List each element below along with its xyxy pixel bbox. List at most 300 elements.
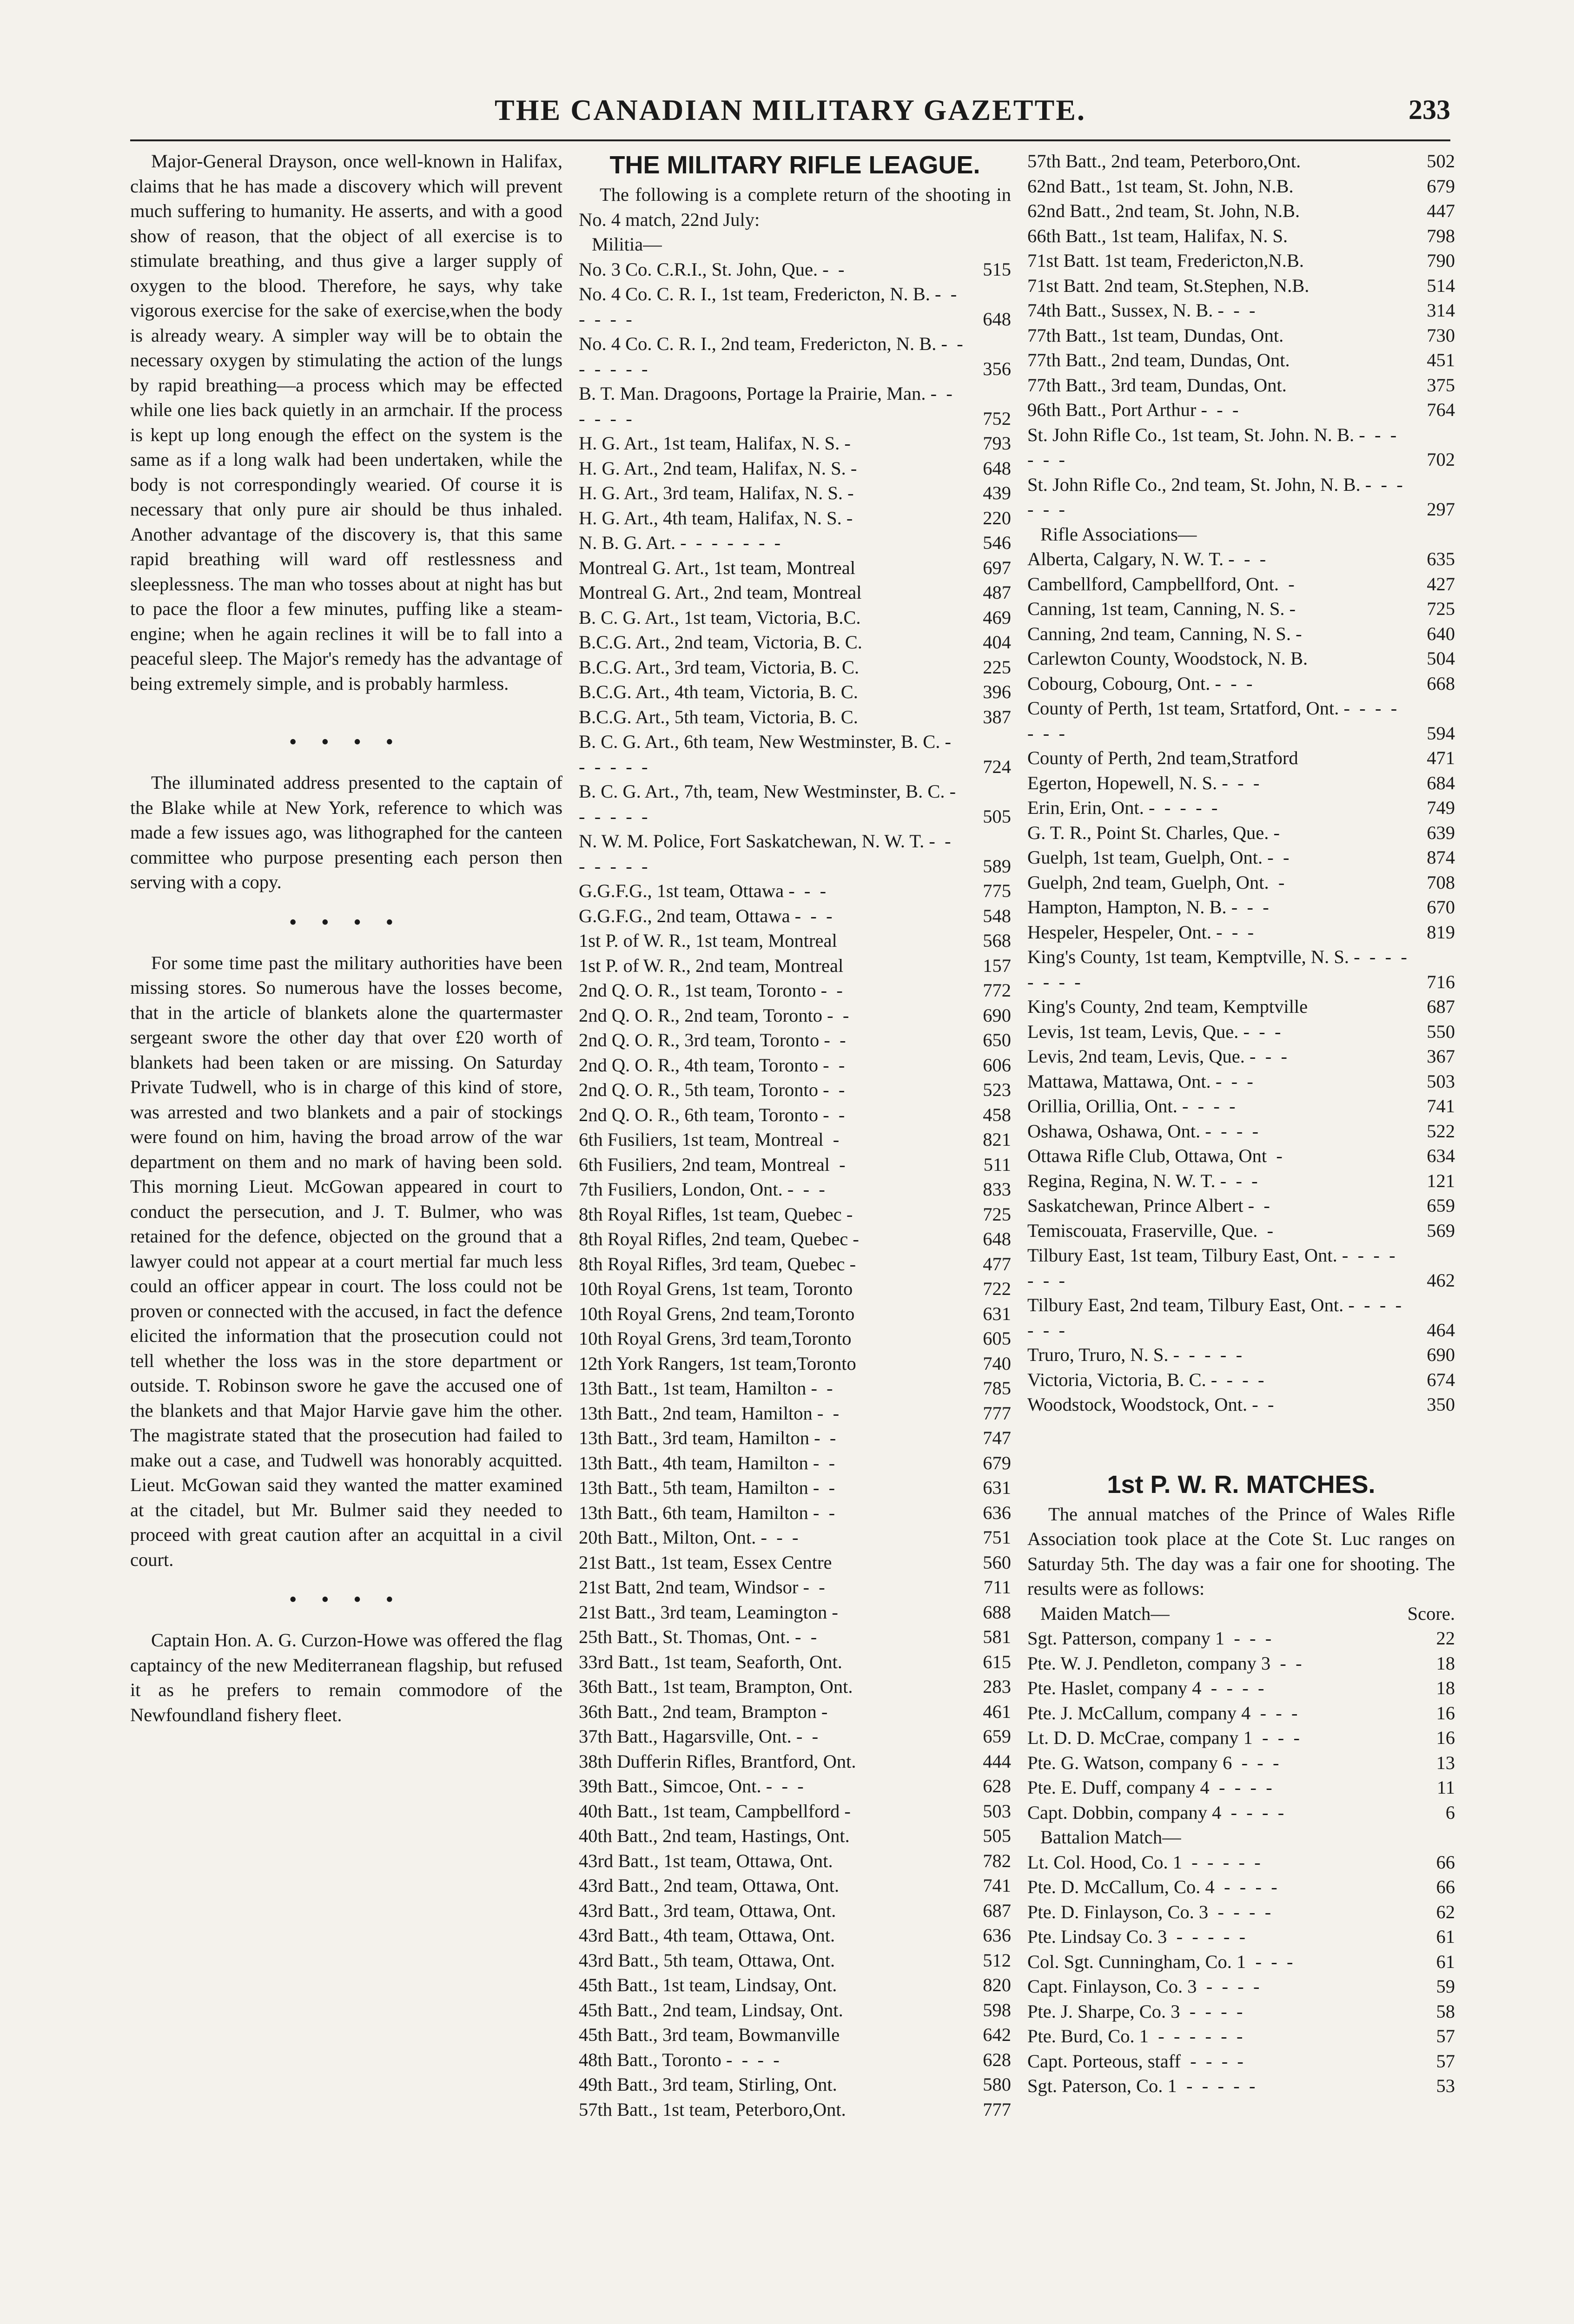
entry-score: 505 [983, 1825, 1011, 1846]
entry-score: 690 [1427, 1344, 1455, 1365]
entry-score: 708 [1427, 872, 1455, 893]
entry-score: 350 [1427, 1394, 1455, 1415]
entry-name: Capt. Dobbin, company 4 - - - - [1027, 1802, 1284, 1823]
entry-score: 504 [1427, 648, 1455, 669]
section-separator: • • • • [289, 1589, 403, 1611]
association-score-row [1027, 1367, 1455, 1393]
league-score-row [579, 1053, 1011, 1078]
association-score-row [1027, 771, 1455, 796]
league-score-row [579, 1898, 1011, 1923]
league-score-row [1027, 323, 1455, 348]
entry-score: 59 [1436, 1976, 1455, 1997]
entry-score: 702 [1427, 449, 1455, 470]
header-rule [130, 139, 1450, 141]
league-score-row [1027, 348, 1455, 373]
battalion-score-row [1027, 1850, 1455, 1875]
league-score-row [579, 1650, 1011, 1675]
entry-name: 77th Batt., 3rd team, Dundas, Ont. [1027, 374, 1287, 396]
entry-name: Mattawa, Mattawa, Ont. - - - [1027, 1070, 1253, 1092]
entry-name: B. C. G. Art., 6th team, New Westminster, B. C. - - - - - - [579, 731, 961, 777]
rifle-league-title: THE MILITARY RIFLE LEAGUE. [609, 151, 980, 179]
association-score-row [1027, 1218, 1455, 1243]
entry-score: 821 [983, 1129, 1011, 1150]
entry-score: 697 [983, 557, 1011, 578]
entry-score: 777 [983, 2099, 1011, 2120]
league-score-row [579, 331, 1011, 381]
league-score-row [579, 2047, 1011, 2073]
association-score-row [1027, 1392, 1455, 1417]
entry-name: 43rd Batt., 1st team, Ottawa, Ont. [579, 1850, 833, 1871]
league-score-row [579, 1252, 1011, 1277]
entry-score: 679 [983, 1452, 1011, 1473]
entry-name: 62nd Batt., 2nd team, St. John, N.B. [1027, 200, 1300, 221]
entry-score: 487 [983, 582, 1011, 603]
league-score-row [579, 1003, 1011, 1028]
entry-name: 74th Batt., Sussex, N. B. - - - [1027, 300, 1256, 321]
league-score-row [579, 1376, 1011, 1401]
entry-name: Erin, Erin, Ont. - - - - - [1027, 797, 1218, 818]
entry-name: Ottawa Rifle Club, Ottawa, Ont - [1027, 1145, 1283, 1166]
entry-name: Montreal G. Art., 1st team, Montreal [579, 557, 856, 578]
entry-name: Sgt. Patterson, company 1 - - - [1027, 1628, 1272, 1649]
entry-score: 580 [983, 2074, 1011, 2095]
rifle-league-intro: The following is a complete return of the shooting in No. 4 match, 22nd July: [579, 184, 1011, 230]
entry-score: 650 [983, 1030, 1011, 1050]
entry-name: Guelph, 1st team, Guelph, Ont. - - [1027, 847, 1290, 868]
entry-score: 648 [983, 1228, 1011, 1249]
entry-name: Regina, Regina, N. W. T. - - - [1027, 1170, 1258, 1191]
newspaper-title: THE CANADIAN MILITARY GAZETTE. [495, 93, 1086, 126]
league-score-row [1027, 198, 1455, 224]
entry-name: H. G. Art., 1st team, Halifax, N. S. - [579, 433, 851, 454]
entry-score: 589 [983, 855, 1011, 877]
league-score-row [579, 1973, 1011, 1998]
entry-name: 57th Batt., 1st team, Peterboro,Ont. [579, 2099, 846, 2120]
entry-name: Tilbury East, 2nd team, Tilbury East, Ont. - - - - - - - [1027, 1294, 1411, 1340]
curzon-howe-article: Captain Hon. A. G. Curzon-Howe was offered the flag captaincy of the new Mediterranean flagship, but refused it as he prefers to remain commodore of the Newfoundland fishery fleet. [130, 1630, 562, 1725]
blake-address-article: The illuminated address presented to the captain of the Blake while at New York, reference to which was made a few issues ago, was lithographed for the canteen committee who purpose presenting each person then serving with a copy. [130, 772, 562, 892]
entry-name: 13th Batt., 3rd team, Hamilton - - [579, 1427, 836, 1448]
entry-score: 793 [983, 433, 1011, 454]
league-score-row [579, 630, 1011, 655]
entry-name: 77th Batt., 1st team, Dundas, Ont. [1027, 324, 1284, 346]
page-number: 233 [1409, 94, 1450, 125]
league-score-row [579, 829, 1011, 878]
league-score-row [1027, 373, 1455, 398]
entry-score: 711 [983, 1577, 1011, 1598]
entry-name: Pte. W. J. Pendleton, company 3 - - [1027, 1652, 1302, 1674]
entry-score: 606 [983, 1054, 1011, 1076]
league-score-row [579, 729, 1011, 779]
entry-score: 568 [983, 930, 1011, 951]
entry-score: 461 [983, 1701, 1011, 1722]
association-score-row [1027, 944, 1455, 994]
entry-name: King's County, 1st team, Kemptville, N. S. - - - - - - - - [1027, 946, 1417, 992]
association-score-row [1027, 1293, 1455, 1342]
association-score-row [1027, 621, 1455, 647]
entry-score: 22 [1436, 1628, 1455, 1649]
entry-name: Lt. D. D. McCrae, company 1 - - - [1027, 1727, 1300, 1748]
entry-name: 2nd Q. O. R., 4th team, Toronto - - [579, 1054, 845, 1076]
league-score-row [579, 1774, 1011, 1799]
entry-name: Victoria, Victoria, B. C. - - - - [1027, 1369, 1264, 1390]
rifle-associations-list [1027, 547, 1455, 1417]
entry-name: 66th Batt., 1st team, Halifax, N. S. [1027, 225, 1288, 246]
entry-name: Hampton, Hampton, N. B. - - - [1027, 897, 1269, 918]
battalion-score-row [1027, 2073, 1455, 2099]
league-score-row [579, 530, 1011, 555]
left-column [130, 149, 562, 1727]
entry-score: 512 [983, 1949, 1011, 1971]
entry-score: 725 [1427, 598, 1455, 619]
battalion-score-row [1027, 1999, 1455, 2024]
entry-score: 687 [1427, 996, 1455, 1017]
league-score-row [579, 1426, 1011, 1451]
league-score-row [579, 680, 1011, 705]
entry-score: 546 [983, 532, 1011, 553]
entry-score: 833 [983, 1179, 1011, 1200]
entry-name: N. W. M. Police, Fort Saskatchewan, N. W. T. - - - - - - - [579, 831, 960, 877]
entry-score: 631 [983, 1303, 1011, 1324]
entry-score: 121 [1427, 1170, 1455, 1191]
rifle-associations-label: Rifle Associations— [1040, 523, 1197, 545]
entry-name: 71st Batt. 1st team, Fredericton,N.B. [1027, 250, 1304, 271]
rifle-league-column [579, 149, 1011, 2122]
entry-name: No. 4 Co. C. R. I., 1st team, Fredericton, N. B. - - - - - - [579, 284, 966, 330]
league-score-row [579, 1674, 1011, 1699]
entry-score: 594 [1427, 722, 1455, 744]
entry-score: 648 [983, 457, 1011, 479]
entry-score: 439 [983, 482, 1011, 503]
association-score-row [1027, 1193, 1455, 1218]
entry-score: 724 [983, 756, 1011, 777]
league-score-row [579, 904, 1011, 929]
entry-name: Pte. D. McCallum, Co. 4 - - - - [1027, 1876, 1277, 1897]
league-score-row [579, 555, 1011, 581]
league-score-row [579, 1624, 1011, 1650]
entry-name: 6th Fusiliers, 2nd team, Montreal - [579, 1154, 846, 1175]
league-score-row [579, 1127, 1011, 1152]
entry-score: 283 [983, 1676, 1011, 1697]
entry-name: 40th Batt., 2nd team, Hastings, Ont. [579, 1825, 850, 1846]
entry-name: Levis, 2nd team, Levis, Que. - - - [1027, 1046, 1287, 1067]
league-score-row [579, 282, 1011, 331]
entry-score: 569 [1427, 1220, 1455, 1241]
entry-score: 503 [983, 1800, 1011, 1822]
battalion-score-row [1027, 1900, 1455, 1925]
association-score-row [1027, 845, 1455, 870]
entry-score: 749 [1427, 797, 1455, 818]
entry-name: Montreal G. Art., 2nd team, Montreal [579, 582, 862, 603]
entry-name: 20th Batt., Milton, Ont. - - - [579, 1527, 799, 1548]
entry-name: H. G. Art., 3rd team, Halifax, N. S. - [579, 482, 854, 503]
entry-name: 38th Dufferin Rifles, Brantford, Ont. [579, 1750, 856, 1772]
maiden-score-row [1027, 1725, 1455, 1750]
entry-score: 548 [983, 905, 1011, 926]
entry-score: 511 [983, 1154, 1011, 1175]
entry-name: 37th Batt., Hagarsville, Ont. - - [579, 1726, 819, 1747]
entry-score: 747 [983, 1427, 1011, 1448]
maiden-match-list [1027, 1626, 1455, 1825]
entry-name: Pte. J. Sharpe, Co. 3 - - - - [1027, 2000, 1243, 2022]
league-score-row [579, 1600, 1011, 1625]
battalion-score-row [1027, 2049, 1455, 2074]
league-score-row [579, 1077, 1011, 1103]
entry-name: Tilbury East, 1st team, Tilbury East, Ont. - - - - - - - [1027, 1245, 1405, 1291]
battalion-score-row [1027, 1949, 1455, 1974]
battalion-score-row [1027, 1924, 1455, 1949]
league-score-row [1027, 298, 1455, 323]
entry-score: 668 [1427, 673, 1455, 694]
league-score-row [579, 1575, 1011, 1600]
entry-name: St. John Rifle Co., 1st team, St. John. N. B. - - - - - - [1027, 424, 1406, 470]
entry-name: 13th Batt., 5th team, Hamilton - - [579, 1477, 835, 1498]
league-score-row [1027, 273, 1455, 298]
entry-name: 39th Batt., Simcoe, Ont. - - - [579, 1776, 804, 1796]
entry-name: Egerton, Hopewell, N. S. - - - [1027, 772, 1260, 793]
league-score-row [579, 2097, 1011, 2122]
association-score-row [1027, 795, 1455, 820]
league-score-row [579, 1451, 1011, 1476]
entry-score: 659 [983, 1726, 1011, 1747]
entry-name: Pte. Lindsay Co. 3 - - - - - [1027, 1926, 1246, 1947]
entry-name: 43rd Batt., 4th team, Ottawa, Ont. [579, 1925, 835, 1946]
league-score-row [579, 1749, 1011, 1774]
league-score-row [579, 1849, 1011, 1874]
entry-score: 635 [1427, 548, 1455, 569]
league-score-row [579, 1326, 1011, 1351]
entry-name: 6th Fusiliers, 1st team, Montreal - [579, 1129, 840, 1150]
militia-label: Militia— [592, 234, 662, 255]
entry-score: 741 [983, 1875, 1011, 1896]
entry-score: 688 [983, 1601, 1011, 1623]
league-score-row [579, 1028, 1011, 1053]
association-score-row [1027, 1243, 1455, 1293]
league-score-row [579, 1699, 1011, 1724]
entry-score: 628 [983, 2049, 1011, 2070]
entry-score: 790 [1427, 250, 1455, 271]
league-score-row [579, 1923, 1011, 1948]
entry-name: Alberta, Calgary, N. W. T. - - - [1027, 548, 1266, 569]
entry-score: 640 [1427, 623, 1455, 644]
drayson-article: Major-General Drayson, once well-known in Halifax, claims that he has made a discovery which will prevent much suffering to humanity. He asserts, and with a good show of reason, that the object of all exercise is to stimulate breathing, and thus give a larger supply of oxygen to the blood. Therefore, he says, why take vigorous exercise for the sake of exercise,when the body is already weary. A simpler way will be to obtain the necessary oxygen by stimulating the action of the lungs by rapid breathing—a process which may be effected while one lies back quietly in an armchair. If the process is kept up long enough the effect on the system is the same as if a long walk had been undertaken, while the body is not correspondingly wearied. Of course it is necessary that only pure air should be thus inhaled. Another advantage of the discovery is, that this same rapid breathing will ward off restlessness and sleeplessness. The man who tosses about at night has but to pace the floor a few minutes, puffing like a steam-engine; when he again reclines it will be to fall into a peaceful sleep. The Major's remedy has the advantage of being extremely simple, and is probably harmless. [130, 151, 562, 694]
maiden-score-row [1027, 1775, 1455, 1800]
entry-score: 61 [1436, 1951, 1455, 1972]
entry-score: 462 [1427, 1269, 1455, 1291]
entry-score: 157 [983, 955, 1011, 976]
maiden-score-row [1027, 1651, 1455, 1676]
rifle-league-list [579, 257, 1011, 2122]
entry-name: 49th Batt., 3rd team, Stirling, Ont. [579, 2074, 837, 2095]
entry-name: Levis, 1st team, Levis, Que. - - - [1027, 1021, 1281, 1042]
entry-score: 62 [1436, 1901, 1455, 1922]
entry-name: B.C.G. Art., 3rd team, Victoria, B. C. [579, 656, 860, 678]
entry-score: 523 [983, 1079, 1011, 1100]
entry-name: 8th Royal Rifles, 3rd team, Quebec - [579, 1253, 856, 1274]
league-score-row [579, 1948, 1011, 1973]
association-score-row [1027, 920, 1455, 945]
entry-name: Capt. Porteous, staff - - - - [1027, 2050, 1243, 2072]
entry-name: Cobourg, Cobourg, Ont. - - - [1027, 673, 1253, 694]
league-score-row [1027, 423, 1455, 472]
league-score-row [579, 1301, 1011, 1327]
entry-score: 16 [1436, 1702, 1455, 1723]
association-score-row [1027, 596, 1455, 621]
entry-name: 43rd Batt., 3rd team, Ottawa, Ont. [579, 1900, 836, 1921]
entry-score: 505 [983, 805, 1011, 827]
entry-name: 57th Batt., 2nd team, Peterboro,Ont. [1027, 151, 1301, 172]
league-score-row [1027, 472, 1455, 522]
association-score-row [1027, 1094, 1455, 1119]
entry-score: 404 [983, 632, 1011, 653]
entry-name: No. 4 Co. C. R. I., 2nd team, Fredericton, N. B. - - - - - - - [579, 333, 973, 379]
section-separator: • • • • [289, 911, 403, 933]
page-header [130, 88, 1450, 130]
league-score-row [579, 2072, 1011, 2097]
entry-name: H. G. Art., 2nd team, Halifax, N. S. - [579, 457, 857, 479]
entry-score: 615 [983, 1651, 1011, 1672]
association-score-row [1027, 1019, 1455, 1044]
section-separator: • • • • [289, 732, 403, 753]
entry-score: 581 [983, 1626, 1011, 1647]
entry-score: 751 [983, 1527, 1011, 1548]
entry-name: King's County, 2nd team, Kemptville [1027, 996, 1308, 1017]
entry-name: Hespeler, Hespeler, Ont. - - - [1027, 921, 1254, 943]
league-score-row [579, 481, 1011, 506]
entry-score: 16 [1436, 1727, 1455, 1748]
maiden-score-row [1027, 1626, 1455, 1651]
association-score-row [1027, 746, 1455, 771]
entry-name: No. 3 Co. C.R.I., St. John, Que. - - [579, 258, 845, 280]
league-score-row [579, 1227, 1011, 1252]
missing-stores-article: For some time past the military authorities have been missing stores. So numerous have the losses become, that in the article of blankets alone the quartermaster sergeant swore the other day that over £20 worth of blankets had been taken or are missing. On Saturday Private Tudwell, who is in charge of this kind of store, was arrested and two blankets and a pair of stockings were found on him, having the broad arrow of the war department on them and no mark of having been sold. This morning Lieut. McGowan appeared in court to conduct the persecution, and J. T. Bulmer, who was retained for the defence, objected on the ground that a lawyer could not appear at a court mertial far much less could an officer appear in court. The loss could not be proven or connected with the accused, in fact the defence elicited the information that the prosecution could not tell whether the loss was in the store department or outside. T. Robinson swore he gave the accused one of the blankets and that Major Harvie gave him the other. The magistrate stated that the prosecution had failed to make out a case, and Tudwell was honorably acquitted. Lieut. McGowan said they wanted the matter examined at the citadel, but Mr. Bulmer said they needed to proceed with great caution after an acquittal in a civil court. [130, 952, 562, 1570]
entry-score: 741 [1427, 1096, 1455, 1116]
league-score-row [579, 1351, 1011, 1376]
league-score-row [579, 1177, 1011, 1202]
entry-name: N. B. G. Art. - - - - - - - [579, 532, 781, 553]
entry-score: 13 [1436, 1752, 1455, 1773]
right-column [1027, 149, 1455, 2099]
entry-name: 45th Batt., 2nd team, Lindsay, Ont. [579, 1999, 843, 2020]
entry-name: B. C. G. Art., 1st team, Victoria, B.C. [579, 607, 861, 628]
entry-name: 13th Batt., 1st team, Hamilton - - [579, 1378, 833, 1399]
association-score-row [1027, 820, 1455, 845]
entry-name: Pte. Burd, Co. 1 - - - - - - [1027, 2026, 1243, 2047]
league-score-row [579, 381, 1011, 431]
association-score-row [1027, 547, 1455, 572]
rifle-league-list-continued [1027, 149, 1455, 522]
association-score-row [1027, 1044, 1455, 1069]
entry-score: 375 [1427, 374, 1455, 396]
pwr-matches-title: 1st P. W. R. MATCHES. [1107, 1470, 1376, 1499]
association-score-row [1027, 994, 1455, 1019]
entry-name: Temiscouata, Fraserville, Que. - [1027, 1220, 1274, 1241]
entry-score: 687 [983, 1900, 1011, 1921]
entry-name: 71st Batt. 2nd team, St.Stephen, N.B. [1027, 275, 1309, 296]
entry-name: 7th Fusiliers, London, Ont. - - - [579, 1179, 825, 1200]
entry-name: Canning, 1st team, Canning, N. S. - [1027, 598, 1296, 619]
entry-score: 636 [983, 1925, 1011, 1946]
entry-name: Pte. Haslet, company 4 - - - - [1027, 1677, 1264, 1698]
entry-name: Pte. J. McCallum, company 4 - - - [1027, 1702, 1298, 1723]
entry-score: 550 [1427, 1021, 1455, 1042]
league-score-row [1027, 149, 1455, 174]
entry-score: 6 [1445, 1802, 1455, 1823]
entry-score: 820 [983, 1974, 1011, 1995]
association-score-row [1027, 646, 1455, 671]
league-score-row [579, 1525, 1011, 1550]
entry-score: 659 [1427, 1195, 1455, 1216]
entry-score: 764 [1427, 399, 1455, 420]
entry-score: 53 [1436, 2075, 1455, 2096]
league-score-row [579, 2022, 1011, 2047]
entry-score: 61 [1436, 1926, 1455, 1947]
entry-score: 631 [983, 1477, 1011, 1498]
association-score-row [1027, 696, 1455, 746]
entry-name: Orillia, Orillia, Ont. - - - - [1027, 1096, 1236, 1116]
entry-name: Saskatchewan, Prince Albert - - [1027, 1195, 1270, 1216]
entry-name: 1st P. of W. R., 2nd team, Montreal [579, 955, 844, 976]
entry-name: 2nd Q. O. R., 6th team, Toronto - - [579, 1104, 845, 1125]
entry-score: 356 [983, 358, 1011, 379]
entry-name: 36th Batt., 2nd team, Brampton - [579, 1701, 828, 1722]
entry-name: 12th York Rangers, 1st team,Toronto [579, 1353, 856, 1374]
association-score-row [1027, 671, 1455, 696]
league-score-row [1027, 397, 1455, 423]
league-score-row [579, 257, 1011, 282]
entry-score: 628 [983, 1776, 1011, 1796]
maiden-match-label: Maiden Match— [1040, 1603, 1170, 1624]
entry-score: 674 [1427, 1369, 1455, 1390]
entry-score: 777 [983, 1402, 1011, 1424]
entry-name: Sgt. Paterson, Co. 1 - - - - - [1027, 2075, 1256, 2096]
entry-name: Canning, 2nd team, Canning, N. S. - [1027, 623, 1302, 644]
league-score-row [579, 431, 1011, 456]
entry-name: St. John Rifle Co., 2nd team, St. John, N. B. - - - - - - [1027, 474, 1412, 520]
score-label: Score. [1407, 1603, 1455, 1624]
entry-name: Lt. Col. Hood, Co. 1 - - - - - [1027, 1851, 1261, 1873]
entry-score: 18 [1436, 1652, 1455, 1674]
entry-name: 25th Batt., St. Thomas, Ont. - - [579, 1626, 817, 1647]
league-score-row [579, 1998, 1011, 2023]
pwr-matches-intro: The annual matches of the Prince of Wales Rifle Association took place at the Cote St. Luc ranges on Saturday 5th. The day was a fair one for shooting. The results were as follows: [1027, 1503, 1455, 1599]
entry-name: B. T. Man. Dragoons, Portage la Prairie, Man. - - - - - - [579, 383, 962, 429]
entry-score: 427 [1427, 573, 1455, 594]
entry-score: 722 [983, 1278, 1011, 1299]
entry-score: 716 [1427, 971, 1455, 992]
association-score-row [1027, 1143, 1455, 1169]
entry-name: 1st P. of W. R., 1st team, Montreal [579, 930, 837, 951]
entry-score: 782 [983, 1850, 1011, 1871]
maiden-score-row [1027, 1676, 1455, 1701]
association-score-row [1027, 1169, 1455, 1194]
association-score-row [1027, 1342, 1455, 1367]
entry-name: G.G.F.G., 2nd team, Ottawa - - - [579, 905, 833, 926]
maiden-score-row [1027, 1800, 1455, 1825]
entry-score: 598 [983, 1999, 1011, 2020]
league-score-row [579, 1500, 1011, 1525]
entry-score: 560 [983, 1552, 1011, 1573]
maiden-score-row [1027, 1701, 1455, 1726]
league-score-row [579, 605, 1011, 630]
league-score-row [579, 580, 1011, 605]
league-score-row [1027, 224, 1455, 249]
entry-score: 451 [1427, 350, 1455, 370]
entry-name: Guelph, 2nd team, Guelph, Ont. - [1027, 872, 1285, 893]
entry-name: 43rd Batt., 5th team, Ottawa, Ont. [579, 1949, 835, 1971]
entry-score: 66 [1436, 1851, 1455, 1873]
entry-score: 469 [983, 607, 1011, 628]
